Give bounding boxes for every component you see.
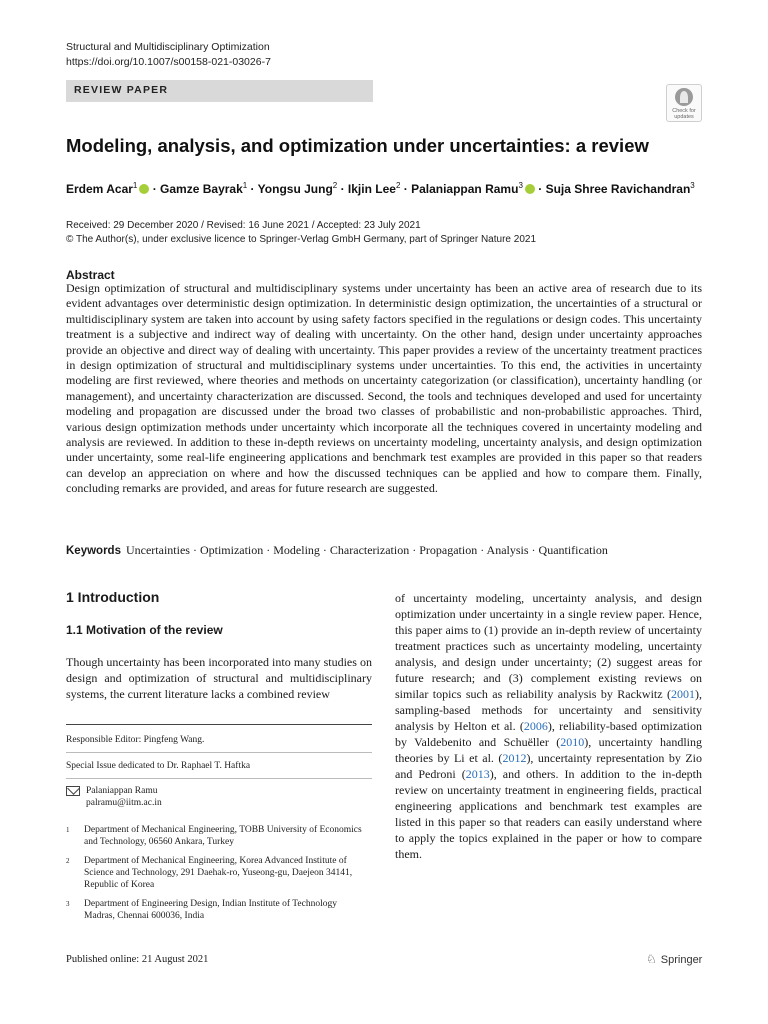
body-text: ), sampling-based methods for uncertainty and sensitivity analysis by Helton et al. ( xyxy=(395,687,702,733)
publisher-logo xyxy=(646,952,702,966)
body-text: ), and others. In addition to the in-depth review on uncertainty treatment in engineering fields, practical engineering applications and benchmark test examples are listed in this paper so that readers can easily understand where to apply the topics explained in the paper or how to compare them. xyxy=(395,767,702,861)
subsection-heading: 1.1 Motivation of the review xyxy=(66,623,223,637)
article-type-band: REVIEW PAPER xyxy=(66,80,373,102)
check-updates-icon xyxy=(675,88,693,106)
author-affiliation: 3 xyxy=(690,181,695,190)
citation-link[interactable]: 2001 xyxy=(671,687,695,701)
body-text: ), uncertainty handling theories by Li et al. ( xyxy=(395,735,702,765)
intro-right-column xyxy=(395,590,702,862)
abstract-text: Design optimization of structural and multidisciplinary systems under uncertainty has been an active area of research due to its evident advantages over deterministic design optimization. In deterministic design optimization, the uncertainties of a structural or multidisciplinary system are taken into account by using safety factors specified in the regulations or design codes. This uncertainty treatment is a subjective and indirect way of dealing with uncertainty. On the other hand, design under uncertainty approaches provide an objective and direct way of dealing with uncertainty. This paper provides a review of the uncertainty treatment practices in design optimization of structural and multidisciplinary systems under uncertainties. To this end, the activities in uncertainty modeling are first reviewed, where theories and methods on uncertainty categorization (or classification), uncertainty handling (or management), and uncertainty characterization are discussed. Second, the tools and techniques developed and used for uncertainty modeling and propagation are discussed under the broad two classes of probabilistic and non-probabilistic approaches. Third, various design optimization methods under uncertainty which incorporate all the techniques covered in uncertainty modeling and analysis are reviewed. In addition to these in-depth reviews on uncertainty modeling, uncertainty analysis, and design optimization under uncertainty, some real-life engineering applications and benchmark test examples are provided in this paper so that readers can develop an appreciation on where and how the discussed techniques can be applied and how to compare them. Finally, concluding remarks are provided, and areas for future research are suggested. xyxy=(66,281,702,496)
springer-horse-icon: ♘ xyxy=(646,952,657,966)
dates-line: Received: 29 December 2020 / Revised: 16 June 2021 / Accepted: 23 July 2021 xyxy=(66,220,421,231)
publisher-name: Springer xyxy=(660,954,703,966)
author-affiliation: 2 xyxy=(332,181,338,190)
author-list: Erdem Acar$^1$ · Gamze Bayrak$^1$ · Yongsu Jung$^2$ · Ikjin Lee$^2$ · Palaniappan Ramu$^3$ · Suja Shree Ravichandran$^3$ xyxy=(66,181,695,196)
author-name: Yongsu Jung xyxy=(257,182,333,196)
corresponding-email[interactable]: palramu@iitm.ac.in xyxy=(86,798,162,808)
badge-label-2: updates xyxy=(674,114,694,120)
author-affiliation: 1 xyxy=(242,181,248,190)
orcid-icon[interactable] xyxy=(525,184,535,194)
citation-link[interactable]: 2013 xyxy=(465,767,490,781)
abstract-heading: Abstract xyxy=(66,268,115,282)
affiliation-text: Department of Engineering Design, Indian Institute of Technology Madras, Chennai 600036, India xyxy=(84,899,337,921)
author-name: Suja Shree Ravichandran xyxy=(545,182,691,196)
affiliation-text: Department of Mechanical Engineering, TOBB University of Economics and Technology, 06560 Ankara, Turkey xyxy=(84,825,362,847)
keywords xyxy=(66,542,706,559)
author-affiliation: 1 xyxy=(132,181,138,190)
affiliation-number: 1 xyxy=(66,826,70,834)
intro-left-column: Though uncertainty has been incorporated into many studies on design and optimization of structural and multidisciplinary systems, the current literature lacks a combined review xyxy=(66,655,372,701)
affiliation-number: 3 xyxy=(66,900,70,908)
body-text: ), uncertainty representation by Zio and Pedroni ( xyxy=(395,751,703,781)
citation-link[interactable]: 2006 xyxy=(523,719,548,733)
journal-header xyxy=(66,40,271,70)
author-affiliation: 3 xyxy=(518,181,523,190)
keywords-label: Keywords xyxy=(66,545,121,557)
footnote-divider-light xyxy=(66,752,372,753)
publication-dates xyxy=(66,219,536,246)
badge-label-1: Check for xyxy=(672,108,696,114)
doi-link[interactable]: https://doi.org/10.1007/s00158-021-03026-7 xyxy=(66,56,271,68)
author-name: Erdem Acar xyxy=(66,182,133,196)
citation-link[interactable]: 2010 xyxy=(560,735,585,749)
journal-name: Structural and Multidisciplinary Optimization xyxy=(66,41,270,53)
copyright-line: © The Author(s), under exclusive licence to Springer-Verlag GmbH Germany, part of Springer Nature 2021 xyxy=(66,233,536,245)
author-affiliation: 2 xyxy=(395,181,401,190)
affiliation-list xyxy=(66,824,366,922)
special-issue-note: Special Issue dedicated to Dr. Raphael T. Haftka xyxy=(66,761,251,771)
responsible-editor: Responsible Editor: Pingfeng Wang. xyxy=(66,735,205,745)
body-text: ), reliability-based optimization by Valdebenito and Schuëller ( xyxy=(395,719,703,749)
corresponding-name: Palaniappan Ramu xyxy=(86,786,158,796)
check-for-updates-badge[interactable] xyxy=(666,84,702,122)
author-name: Palaniappan Ramu xyxy=(411,182,519,196)
keywords-text: Uncertainties · Optimization · Modeling · Characterization · Propagation · Analysis · Quantification xyxy=(125,543,608,557)
author-name: Ikjin Lee xyxy=(347,182,396,196)
orcid-icon[interactable] xyxy=(139,184,149,194)
affiliation-number: 2 xyxy=(66,857,70,865)
published-online: Published online: 21 August 2021 xyxy=(66,954,209,965)
section-heading: 1 Introduction xyxy=(66,589,160,605)
citation-link[interactable]: 2012 xyxy=(502,751,527,765)
corresponding-author xyxy=(86,785,162,809)
footnote-divider xyxy=(66,724,372,725)
affiliation-item xyxy=(66,855,366,891)
affiliation-item xyxy=(66,898,366,922)
affiliation-text: Department of Mechanical Engineering, Korea Advanced Institute of Science and Technology, 291 Daehak-ro, Yuseong-gu, Daejeon 34141, Republic of Korea xyxy=(84,856,353,890)
paper-title: Modeling, analysis, and optimization under uncertainties: a review xyxy=(66,135,649,156)
body-text: of uncertainty modeling, uncertainty analysis, and design optimization under uncertainty in a single review paper. Hence, this paper aims to (1) provide an in-depth review of uncertainty treatment practices such as uncertainty modeling, uncertainty analysis, and design under uncertainty; (2) suggest areas for future research; and (3) complement existing reviews on similar topics such as reliability analysis by Rackwitz ( xyxy=(395,591,702,701)
footnote-divider-light xyxy=(66,778,372,779)
affiliation-item xyxy=(66,824,366,848)
email-icon xyxy=(66,786,80,796)
author-name: Gamze Bayrak xyxy=(160,182,243,196)
